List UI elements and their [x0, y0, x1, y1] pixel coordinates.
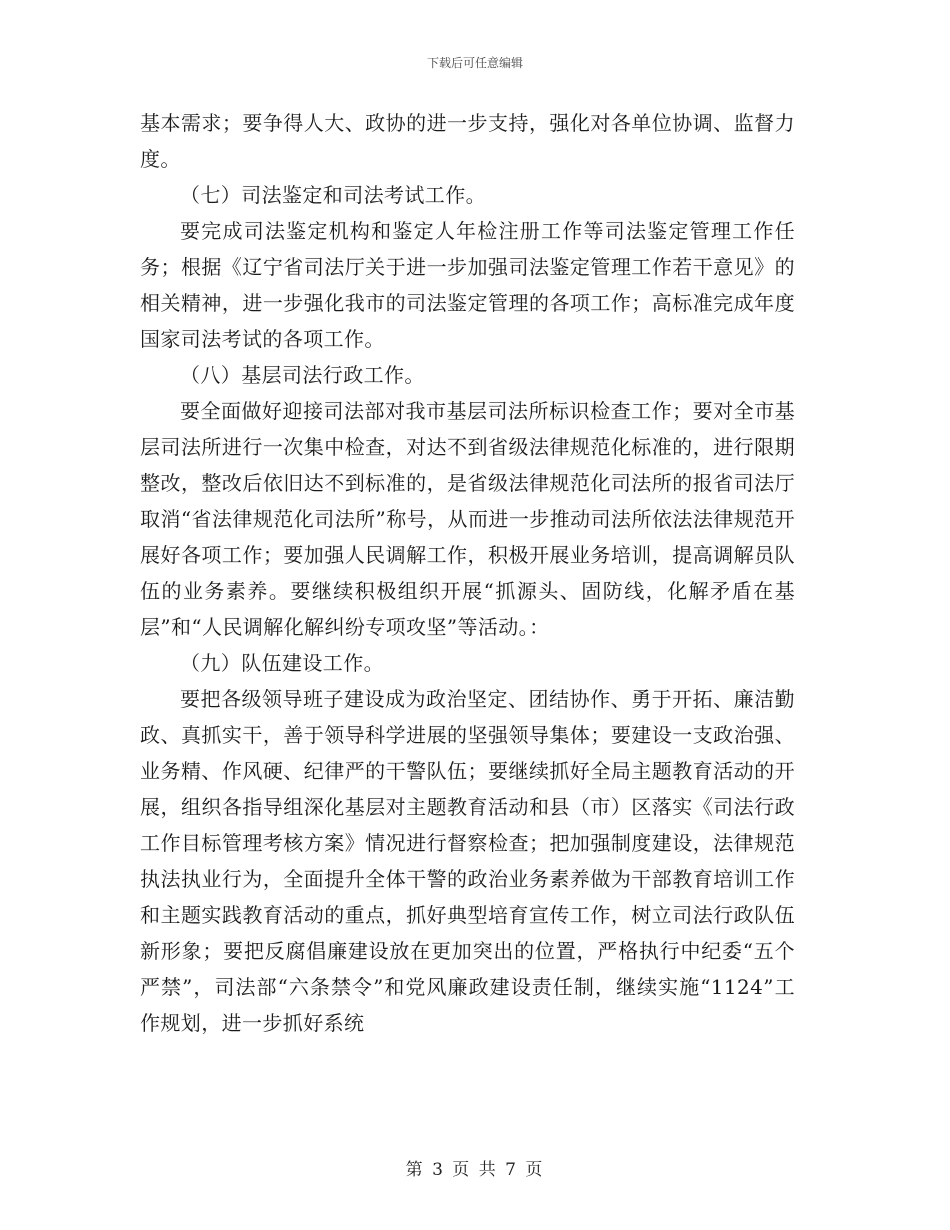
paragraph-continued: 基本需求；要争得人大、政协的进一步支持，强化对各单位协调、监督力度。 — [140, 111, 795, 171]
section-heading-9: （九）队伍建设工作。 — [180, 651, 384, 675]
section-heading-7: （七）司法鉴定和司法考试工作。 — [180, 183, 486, 207]
paragraph-grassroots-work: 要全面做好迎接司法部对我市基层司法所标识检查工作；要对全市基层司法所进行一次集中检查，对达不到省级法律规范化标准的，进行限期整改，整改后依旧达不到标准的，是省级法律规范化司法所的报省司法厅取消“省法律规范化司法所”称号，从而进一步推动司法所依法法律规范开展好各项工作；要加强人民调解工作，积极开展业务培训，提高调解员队伍的业务素养。要继续积极组织开展“抓源头、固防线，化解矛盾在基层”和“人民调解化解纠纷专项攻坚”等活动。： — [140, 399, 795, 639]
page-header: 下载后可任意编辑 — [426, 56, 523, 70]
paragraph-team-building: 要把各级领导班子建设成为政治坚定、团结协作、勇于开拓、廉洁勤政、真抓实干，善于领导科学进展的坚强领导集体；要建设一支政治强、业务精、作风硬、纪律严的干警队伍；要继续抓好全局主题教育活动的开展，组织各指导组深化基层对主题教育活动和县（市）区落实《司法行政工作目标管理考核方案》情况进行督察检查；把加强制度建设，法律规范执法执业行为，全面提升全体干警的政治业务素养做为干部教育培训工作和主题实践教育活动的重点，抓好典型培育宣传工作，树立司法行政队伍新形象；要把反腐倡廉建设放在更加突出的位置，严格执行中纪委“五个严禁”，司法部“六条禁令”和党风廉政建设责任制，继续实施“1124”工作规划，进一步抓好系统 — [140, 687, 795, 1035]
section-heading-8: （八）基层司法行政工作。 — [180, 363, 425, 387]
page-number: 第 3 页 共 7 页 — [405, 1160, 545, 1180]
paragraph-judicial-appraisal: 要完成司法鉴定机构和鉴定人年检注册工作等司法鉴定管理工作任务；根据《辽宁省司法厅关于进一步加强司法鉴定管理工作若干意见》的相关精神，进一步强化我市的司法鉴定管理的各项工作；高标准完成年度国家司法考试的各项工作。 — [140, 219, 795, 351]
document-body — [140, 105, 795, 1041]
